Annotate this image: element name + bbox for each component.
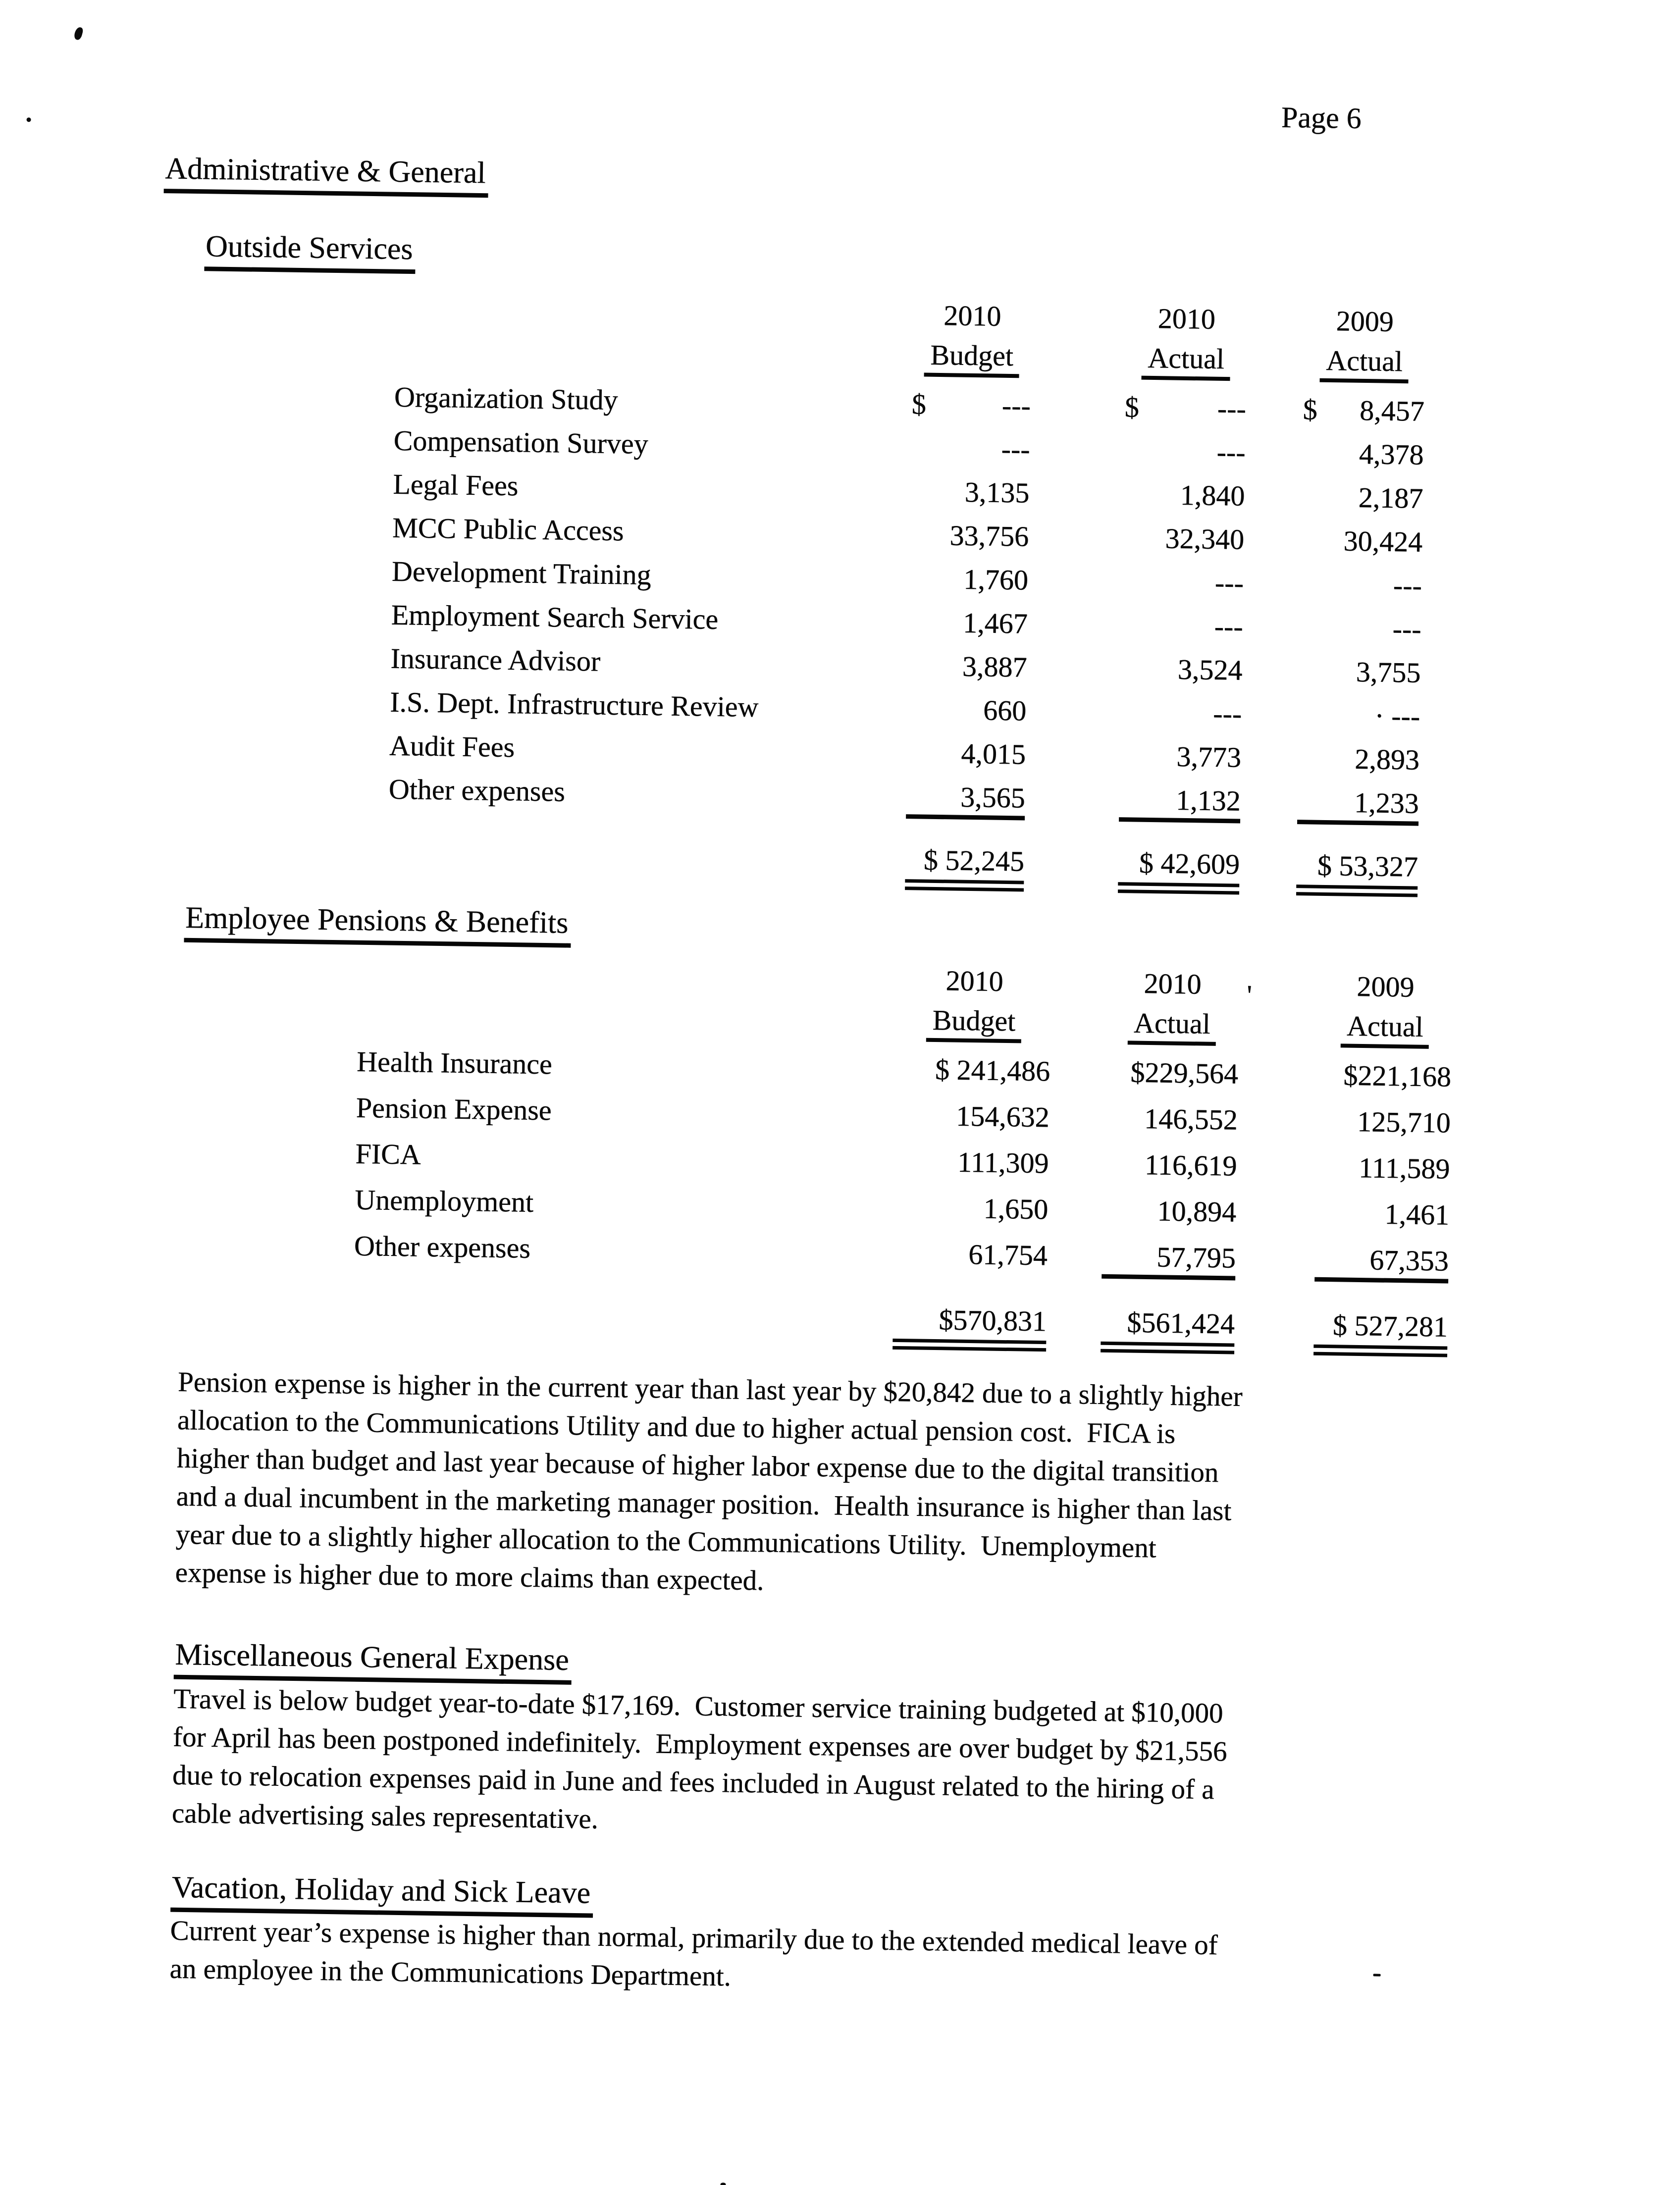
paragraph-line: and a dual incumbent in the marketing manager position. Health insurance is higher than last [176, 1480, 1232, 1527]
total-actual-2009: $ 527,281 [1313, 1308, 1448, 1357]
page-number: Page 6 [1281, 101, 1362, 135]
dollar-sign: $ [1124, 391, 1140, 423]
section-heading-employee-pensions [184, 900, 571, 948]
paragraph-line: higher than budget and last year because of higher labor expense due to the digital transition [176, 1442, 1219, 1489]
table-row: Employment Search Service 1,467 --- --- [391, 598, 1421, 656]
col3-header: Actual [1340, 1009, 1429, 1048]
dollar-sign: $ [1303, 393, 1318, 426]
table-row: Health Insurance $ 241,486 $229,564 $221,168 [356, 1045, 1451, 1106]
scan-artifact [1373, 1974, 1381, 1977]
col3-year: 2009 [1356, 970, 1415, 1003]
paragraph-line: Travel is below budget year-to-date $17,169. Customer service training budgeted at $10,000 [173, 1683, 1223, 1729]
miscellaneous-note [171, 1680, 1228, 1847]
heading-text: Miscellaneous General Expense [174, 1637, 572, 1685]
heading-text: Employee Pensions & Benefits [184, 900, 571, 948]
outside-services-table [387, 291, 1425, 897]
row-label: MCC Public Access [392, 511, 624, 547]
dollar-sign: $ [911, 388, 927, 420]
row-label: I.S. Dept. Infrastructure Review [389, 685, 759, 723]
row-label: Audit Fees [389, 729, 515, 764]
paragraph-line: for April has been postponed indefinitely. Employment expenses are over budget by $21,556 [172, 1721, 1227, 1768]
section-heading-miscellaneous [174, 1637, 572, 1685]
pensions-benefits-note [175, 1363, 1243, 1607]
col1-header: Budget [924, 338, 1020, 378]
paragraph-line: expense is higher due to more claims than expected. [175, 1557, 764, 1597]
section-heading-administrative-general [164, 151, 489, 198]
total-actual-2010: $561,424 [1101, 1305, 1235, 1354]
paragraph-line: an employee in the Communications Department. [169, 1953, 732, 1992]
row-label: Insurance Advisor [390, 642, 601, 677]
total-actual-2009: $ 53,327 [1296, 848, 1418, 897]
subsection-heading-outside-services [204, 229, 416, 274]
row-label: Compensation Survey [393, 424, 648, 460]
row-label: Other expenses [354, 1229, 531, 1264]
pensions-benefits-table [353, 956, 1453, 1357]
table-row: MCC Public Access 33,756 32,340 30,424 [392, 511, 1422, 569]
heading-text: Vacation, Holiday and Sick Leave [170, 1870, 593, 1918]
col3-header: Actual [1320, 344, 1409, 383]
table-row: Other expenses 61,754 57,795 67,353 [354, 1229, 1449, 1291]
row-label: Other expenses [388, 773, 566, 808]
table-row: Development Training 1,760 --- --- [391, 555, 1422, 613]
col1-header: Budget [926, 1003, 1022, 1043]
paragraph-line: cable advertising sales representative. [171, 1797, 599, 1835]
scan-artifact [720, 2183, 726, 2185]
row-label: Pension Expense [356, 1091, 552, 1127]
table-row: Organization Study $ --- $ --- $ 8,457 [394, 380, 1424, 438]
col2-header: Actual [1142, 341, 1231, 381]
table-row: FICA 111,309 116,619 111,589 [355, 1137, 1450, 1198]
paragraph-line: due to relocation expenses paid in June and fees included in August related to the hiring of a [172, 1759, 1214, 1805]
total-actual-2010: $ 42,609 [1118, 846, 1240, 894]
paragraph-line: Pension expense is higher in the current year than last year by $20,842 due to a slightly higher [177, 1366, 1243, 1412]
row-label: Development Training [391, 555, 651, 591]
table-row: Other expenses 3,565 1,132 1,233 [388, 773, 1419, 831]
paragraph-line: Current year’s expense is higher than normal, primarily due to the extended medical leave of [170, 1915, 1218, 1961]
paragraph-line: year due to a slightly higher allocation to the Communications Utility. Unemployment [175, 1518, 1156, 1564]
table-row: Unemployment 1,650 10,894 1,461 [354, 1183, 1449, 1245]
total-budget: $ 52,245 [905, 843, 1024, 891]
row-label: Legal Fees [392, 468, 519, 502]
table-row: Pension Expense 154,632 146,552 125,710 [356, 1091, 1451, 1152]
scan-artifact [73, 26, 84, 41]
col1-year: 2010 [943, 299, 1001, 332]
scan-artifact-mark: ' [1246, 979, 1253, 1011]
col3-year: 2009 [1336, 305, 1394, 338]
row-label: Employment Search Service [391, 598, 719, 635]
total-budget: $570,831 [892, 1302, 1047, 1352]
col2-year: 2010 [1157, 302, 1216, 335]
heading-text: Outside Services [204, 229, 416, 274]
table-row: Insurance Advisor 3,887 3,524 3,755 [390, 642, 1421, 700]
table-row: Compensation Survey --- --- 4,378 [393, 424, 1424, 482]
row-label: FICA [355, 1137, 421, 1171]
heading-text: Administrative & General [164, 151, 489, 198]
table-row: Legal Fees 3,135 1,840 2,187 [393, 468, 1423, 525]
col2-header: Actual [1127, 1006, 1216, 1045]
col2-year: 2010 [1144, 967, 1202, 1000]
table-row: I.S. Dept. Infrastructure Review 660 --- · --- [389, 685, 1420, 743]
col1-year: 2010 [945, 964, 1003, 997]
row-label: Organization Study [394, 380, 618, 416]
paragraph-line: allocation to the Communications Utility and due to higher actual pension cost. FICA is [177, 1404, 1176, 1450]
vacation-note [169, 1912, 1218, 2003]
row-label: Unemployment [354, 1183, 534, 1218]
section-heading-vacation [170, 1870, 593, 1918]
table-total-row [387, 816, 1418, 897]
row-label: Health Insurance [356, 1045, 553, 1081]
scan-artifact [27, 117, 31, 122]
table-row: Audit Fees 4,015 3,773 2,893 [389, 729, 1419, 787]
